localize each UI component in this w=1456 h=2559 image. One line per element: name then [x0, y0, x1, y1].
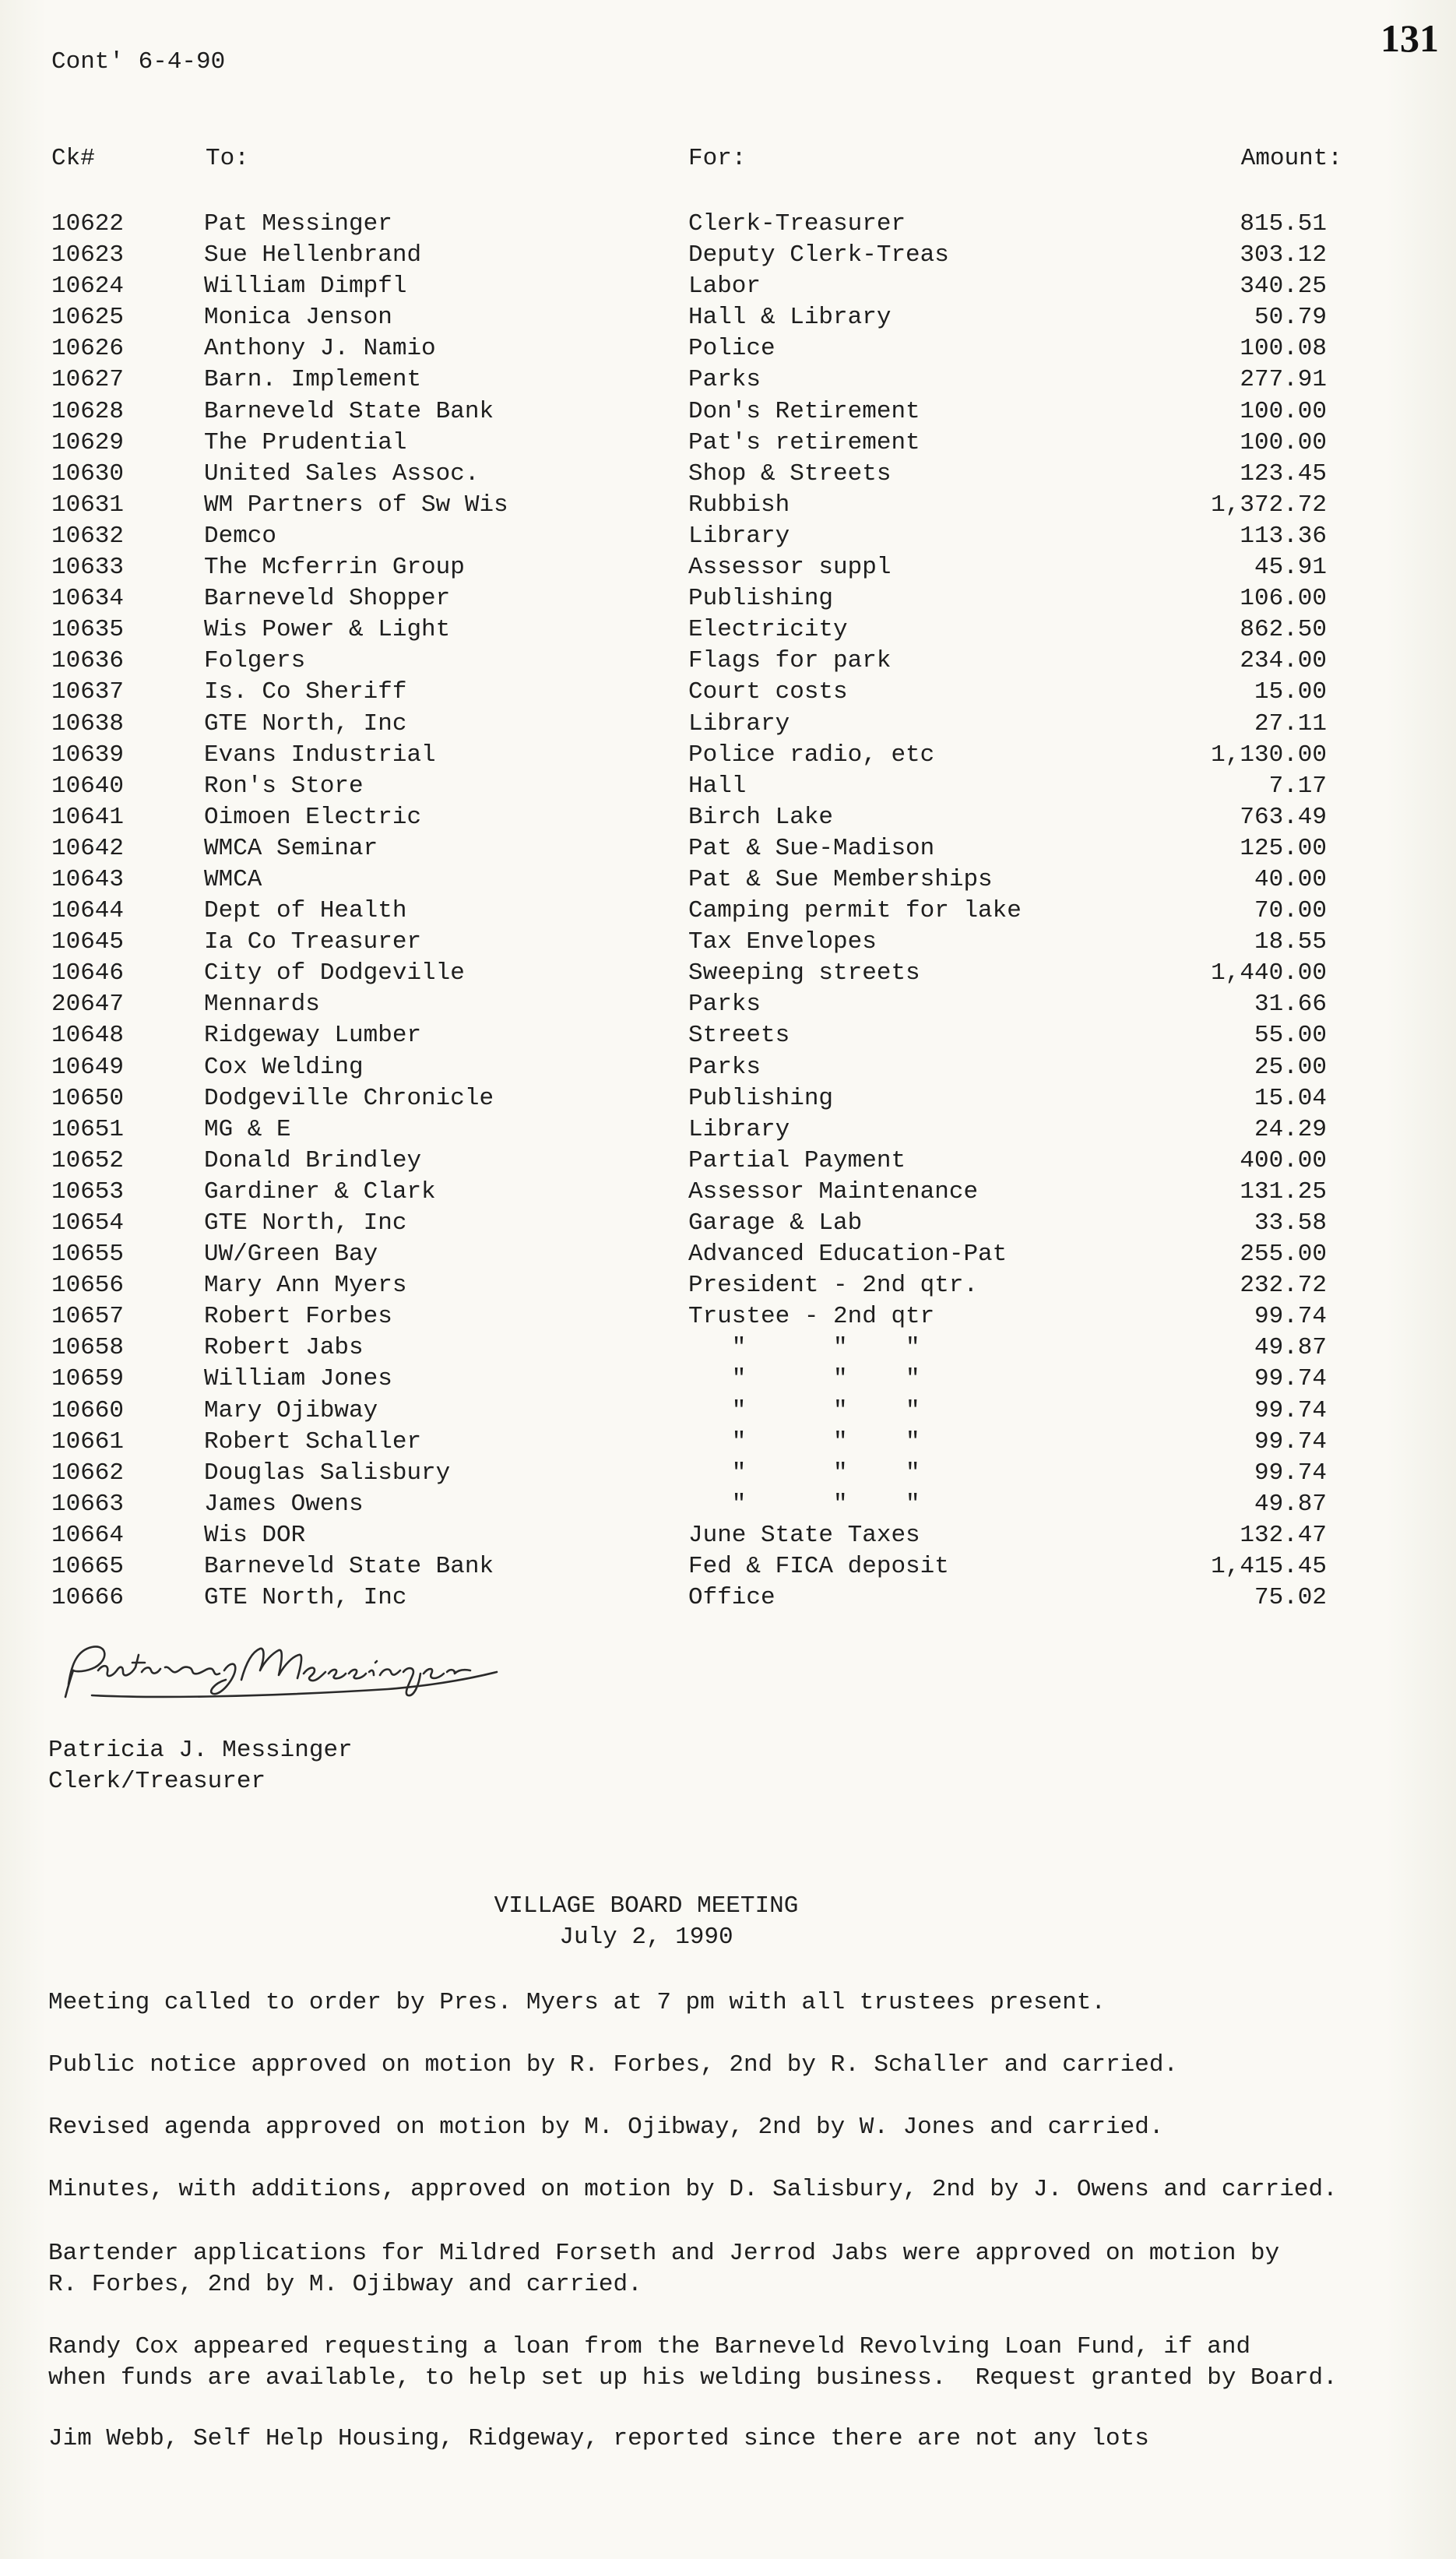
table-row: [0, 490, 1456, 521]
check-number-cell: 10635: [51, 616, 125, 644]
check-number-cell: 10654: [51, 1209, 125, 1237]
check-number-cell: 10658: [51, 1334, 125, 1362]
purpose-cell: Pat & Sue Memberships: [688, 865, 993, 893]
table-row: [0, 677, 1456, 708]
payee-cell: Robert Jabs: [204, 1334, 364, 1362]
page-number: 131: [1380, 16, 1439, 60]
payee-cell: Barneveld Shopper: [204, 585, 451, 613]
table-row: [0, 1520, 1456, 1551]
payee-cell: Sue Hellenbrand: [204, 241, 422, 269]
table-row: [0, 1427, 1456, 1458]
amount-cell: 277.91: [1240, 366, 1327, 394]
amount-cell: 100.00: [1240, 428, 1327, 456]
purpose-cell: Assessor Maintenance: [688, 1177, 979, 1206]
amount-cell: 45.91: [1254, 554, 1327, 582]
purpose-cell: " " ": [688, 1334, 920, 1362]
amount-cell: 132.47: [1240, 1521, 1327, 1549]
table-row: [0, 333, 1456, 364]
check-number-cell: 10641: [51, 803, 125, 831]
check-number-cell: 10655: [51, 1241, 125, 1269]
amount-cell: 7.17: [1268, 772, 1327, 800]
payee-cell: The Prudential: [204, 428, 407, 456]
check-number-cell: 20647: [51, 991, 125, 1019]
payee-cell: Ia Co Treasurer: [204, 928, 422, 956]
check-number-cell: 10661: [51, 1427, 125, 1455]
amount-cell: 55.00: [1254, 1022, 1327, 1050]
purpose-cell: " " ": [688, 1459, 920, 1487]
table-row: [0, 896, 1456, 927]
payee-cell: WMCA Seminar: [204, 834, 378, 862]
amount-cell: 40.00: [1254, 865, 1327, 893]
column-header-for: For:: [688, 145, 747, 172]
amount-cell: 18.55: [1254, 928, 1327, 956]
amount-cell: 70.00: [1254, 897, 1327, 925]
table-row: [0, 1332, 1456, 1364]
purpose-cell: June State Taxes: [688, 1521, 920, 1549]
purpose-cell: Fed & FICA deposit: [688, 1553, 949, 1581]
check-number-cell: 10656: [51, 1272, 125, 1300]
table-row: [0, 833, 1456, 864]
check-number-cell: 10664: [51, 1521, 125, 1549]
payee-cell: City of Dodgeville: [204, 959, 465, 987]
payee-cell: GTE North, Inc: [204, 709, 407, 737]
purpose-cell: Court costs: [688, 678, 848, 706]
payee-cell: Is. Co Sheriff: [204, 678, 407, 706]
purpose-cell: Hall & Library: [688, 304, 892, 332]
purpose-cell: Shop & Streets: [688, 459, 892, 488]
continued-date-label: Cont' 6-4-90: [51, 48, 226, 76]
check-number-cell: 10627: [51, 366, 125, 394]
payee-cell: WM Partners of Sw Wis: [204, 491, 508, 519]
amount-cell: 49.87: [1254, 1490, 1327, 1518]
payee-cell: Cox Welding: [204, 1053, 364, 1081]
amount-cell: 123.45: [1240, 459, 1327, 488]
purpose-cell: Labor: [688, 273, 761, 301]
table-row: [0, 740, 1456, 771]
table-row: [0, 1396, 1456, 1427]
amount-cell: 234.00: [1240, 647, 1327, 675]
check-number-cell: 10649: [51, 1053, 125, 1081]
payee-cell: Dodgeville Chronicle: [204, 1084, 494, 1112]
payee-cell: Mary Ann Myers: [204, 1272, 407, 1300]
purpose-cell: Pat & Sue-Madison: [688, 834, 935, 862]
payee-cell: Mary Ojibway: [204, 1396, 378, 1424]
table-row: [0, 771, 1456, 802]
amount-cell: 340.25: [1240, 273, 1327, 301]
check-number-cell: 10622: [51, 210, 125, 238]
purpose-cell: Clerk-Treasurer: [688, 210, 906, 238]
table-row: [0, 709, 1456, 740]
table-row: [0, 802, 1456, 833]
amount-cell: 49.87: [1254, 1334, 1327, 1362]
check-number-cell: 10626: [51, 335, 125, 363]
purpose-cell: Trustee - 2nd qtr: [688, 1303, 935, 1331]
check-number-cell: 10662: [51, 1459, 125, 1487]
check-number-cell: 10644: [51, 897, 125, 925]
table-row: [0, 1551, 1456, 1582]
amount-cell: 100.08: [1240, 335, 1327, 363]
purpose-cell: " " ": [688, 1427, 920, 1455]
amount-cell: 400.00: [1240, 1146, 1327, 1174]
amount-cell: 27.11: [1254, 709, 1327, 737]
check-number-cell: 10636: [51, 647, 125, 675]
payee-cell: Robert Forbes: [204, 1303, 392, 1331]
amount-cell: 99.74: [1254, 1396, 1327, 1424]
purpose-cell: Assessor suppl: [688, 554, 892, 582]
table-row: [0, 1458, 1456, 1489]
column-header-check-number: Ck#: [51, 145, 95, 172]
table-row: [0, 1114, 1456, 1146]
payee-cell: WMCA: [204, 865, 262, 893]
amount-cell: 125.00: [1240, 834, 1327, 862]
table-row: [0, 209, 1456, 240]
purpose-cell: Advanced Education-Pat: [688, 1241, 1008, 1269]
purpose-cell: Parks: [688, 991, 761, 1019]
amount-cell: 31.66: [1254, 991, 1327, 1019]
check-number-cell: 10631: [51, 491, 125, 519]
payee-cell: United Sales Assoc.: [204, 459, 480, 488]
table-row: [0, 1208, 1456, 1239]
payee-cell: GTE North, Inc: [204, 1584, 407, 1612]
check-number-cell: 10648: [51, 1022, 125, 1050]
amount-cell: 815.51: [1240, 210, 1327, 238]
payee-cell: Barn. Implement: [204, 366, 422, 394]
minutes-paragraph: Jim Webb, Self Help Housing, Ridgeway, reported since there are not any lots: [48, 2425, 1149, 2452]
amount-cell: 131.25: [1240, 1177, 1327, 1206]
check-number-cell: 10653: [51, 1177, 125, 1206]
amount-cell: 232.72: [1240, 1272, 1327, 1300]
signer-name: Patricia J. Messinger: [48, 1737, 353, 1764]
check-number-cell: 10630: [51, 459, 125, 488]
purpose-cell: " " ": [688, 1396, 920, 1424]
check-register-table: [0, 209, 1456, 1614]
table-row: [0, 240, 1456, 271]
purpose-cell: Publishing: [688, 1084, 834, 1112]
table-row: [0, 583, 1456, 614]
purpose-cell: Office: [688, 1584, 775, 1612]
column-header-to: To:: [206, 145, 249, 172]
minutes-paragraph: Bartender applications for Mildred Forseth and Jerrod Jabs were approved on motion by R. Forbes, 2nd by M. Ojibway and carried.: [48, 2240, 1280, 2298]
purpose-cell: Parks: [688, 1053, 761, 1081]
check-number-cell: 10657: [51, 1303, 125, 1331]
table-row: [0, 302, 1456, 333]
amount-cell: 862.50: [1240, 616, 1327, 644]
payee-cell: Demco: [204, 522, 277, 550]
payee-cell: Monica Jenson: [204, 304, 392, 332]
amount-cell: 99.74: [1254, 1427, 1327, 1455]
purpose-cell: Don's Retirement: [688, 397, 920, 425]
payee-cell: Wis DOR: [204, 1521, 306, 1549]
payee-cell: Oimoen Electric: [204, 803, 422, 831]
check-number-cell: 10665: [51, 1553, 125, 1581]
table-row: [0, 1083, 1456, 1114]
check-number-cell: 10638: [51, 709, 125, 737]
purpose-cell: Flags for park: [688, 647, 892, 675]
check-number-cell: 10634: [51, 585, 125, 613]
table-row: [0, 646, 1456, 677]
check-number-cell: 10659: [51, 1365, 125, 1393]
check-number-cell: 10643: [51, 865, 125, 893]
purpose-cell: Pat's retirement: [688, 428, 920, 456]
table-row: [0, 1582, 1456, 1614]
table-row: [0, 364, 1456, 396]
table-row: [0, 1052, 1456, 1083]
purpose-cell: Hall: [688, 772, 747, 800]
amount-cell: 99.74: [1254, 1303, 1327, 1331]
amount-cell: 99.74: [1254, 1459, 1327, 1487]
table-row: [0, 271, 1456, 302]
payee-cell: Douglas Salisbury: [204, 1459, 451, 1487]
amount-cell: 255.00: [1240, 1241, 1327, 1269]
purpose-cell: Tax Envelopes: [688, 928, 877, 956]
table-row: [0, 1364, 1456, 1395]
payee-cell: GTE North, Inc: [204, 1209, 407, 1237]
amount-cell: 100.00: [1240, 397, 1327, 425]
check-number-cell: 10651: [51, 1115, 125, 1143]
purpose-cell: Library: [688, 709, 790, 737]
meeting-title: VILLAGE BOARD MEETING: [494, 1892, 799, 1920]
payee-cell: Barneveld State Bank: [204, 397, 494, 425]
payee-cell: William Dimpfl: [204, 273, 407, 301]
signer-title: Clerk/Treasurer: [48, 1768, 266, 1795]
purpose-cell: Birch Lake: [688, 803, 834, 831]
check-number-cell: 10640: [51, 772, 125, 800]
check-number-cell: 10660: [51, 1396, 125, 1424]
check-number-cell: 10625: [51, 304, 125, 332]
check-number-cell: 10652: [51, 1146, 125, 1174]
payee-cell: William Jones: [204, 1365, 392, 1393]
purpose-cell: Deputy Clerk-Treas: [688, 241, 949, 269]
table-row: [0, 428, 1456, 459]
purpose-cell: Rubbish: [688, 491, 790, 519]
amount-cell: 1,130.00: [1211, 741, 1327, 769]
purpose-cell: Partial Payment: [688, 1146, 906, 1174]
payee-cell: The Mcferrin Group: [204, 554, 465, 582]
check-number-cell: 10645: [51, 928, 125, 956]
purpose-cell: Parks: [688, 366, 761, 394]
handwritten-signature: [61, 1639, 543, 1702]
table-row: [0, 614, 1456, 646]
amount-cell: 1,372.72: [1211, 491, 1327, 519]
table-row: [0, 1020, 1456, 1051]
table-row: [0, 552, 1456, 583]
table-row: [0, 989, 1456, 1020]
amount-cell: 75.02: [1254, 1584, 1327, 1612]
payee-cell: Gardiner & Clark: [204, 1177, 436, 1206]
amount-cell: 99.74: [1254, 1365, 1327, 1393]
check-number-cell: 10628: [51, 397, 125, 425]
check-number-cell: 10666: [51, 1584, 125, 1612]
table-row: [0, 521, 1456, 552]
table-row: [0, 1177, 1456, 1208]
table-row: [0, 864, 1456, 896]
table-row: [0, 1270, 1456, 1301]
payee-cell: Donald Brindley: [204, 1146, 422, 1174]
check-number-cell: 10646: [51, 959, 125, 987]
purpose-cell: " " ": [688, 1365, 920, 1393]
signer-block: [48, 1735, 353, 1797]
amount-cell: 15.00: [1254, 678, 1327, 706]
payee-cell: Anthony J. Namio: [204, 335, 436, 363]
purpose-cell: Publishing: [688, 585, 834, 613]
payee-cell: MG & E: [204, 1115, 291, 1143]
amount-cell: 1,415.45: [1211, 1553, 1327, 1581]
payee-cell: Ridgeway Lumber: [204, 1022, 422, 1050]
purpose-cell: Electricity: [688, 616, 848, 644]
check-number-cell: 10639: [51, 741, 125, 769]
amount-cell: 1,440.00: [1211, 959, 1327, 987]
check-number-cell: 10642: [51, 834, 125, 862]
purpose-cell: Library: [688, 522, 790, 550]
minutes-paragraph: Revised agenda approved on motion by M. Ojibway, 2nd by W. Jones and carried.: [48, 2114, 1164, 2141]
payee-cell: James Owens: [204, 1490, 364, 1518]
purpose-cell: Camping permit for lake: [688, 897, 1022, 925]
payee-cell: Folgers: [204, 647, 306, 675]
purpose-cell: Police: [688, 335, 775, 363]
check-number-cell: 10633: [51, 554, 125, 582]
payee-cell: UW/Green Bay: [204, 1241, 378, 1269]
amount-cell: 15.04: [1254, 1084, 1327, 1112]
payee-cell: Pat Messinger: [204, 210, 392, 238]
check-number-cell: 10663: [51, 1490, 125, 1518]
table-row: [0, 1239, 1456, 1270]
column-header-amount: Amount:: [1240, 145, 1342, 172]
table-row: [0, 1489, 1456, 1520]
purpose-cell: President - 2nd qtr.: [688, 1272, 979, 1300]
purpose-cell: Library: [688, 1115, 790, 1143]
minutes-paragraph: Randy Cox appeared requesting a loan from the Barneveld Revolving Loan Fund, if and when funds are available, to help set up his welding business. Request granted by Board.: [48, 2333, 1338, 2392]
payee-cell: Ron's Store: [204, 772, 364, 800]
table-row: [0, 958, 1456, 989]
amount-cell: 106.00: [1240, 585, 1327, 613]
meeting-date: July 2, 1990: [559, 1924, 733, 1951]
amount-cell: 50.79: [1254, 304, 1327, 332]
purpose-cell: Police radio, etc: [688, 741, 935, 769]
amount-cell: 763.49: [1240, 803, 1327, 831]
payee-cell: Evans Industrial: [204, 741, 436, 769]
check-number-cell: 10623: [51, 241, 125, 269]
purpose-cell: " " ": [688, 1490, 920, 1518]
amount-cell: 33.58: [1254, 1209, 1327, 1237]
amount-cell: 113.36: [1240, 522, 1327, 550]
amount-cell: 24.29: [1254, 1115, 1327, 1143]
table-row: [0, 927, 1456, 958]
purpose-cell: Sweeping streets: [688, 959, 920, 987]
purpose-cell: Garage & Lab: [688, 1209, 863, 1237]
payee-cell: Barneveld State Bank: [204, 1553, 494, 1581]
table-row: [0, 1301, 1456, 1332]
check-number-cell: 10650: [51, 1084, 125, 1112]
check-number-cell: 10624: [51, 273, 125, 301]
table-row: [0, 459, 1456, 490]
payee-cell: Wis Power & Light: [204, 616, 451, 644]
table-row: [0, 1146, 1456, 1177]
minutes-paragraph: Minutes, with additions, approved on motion by D. Salisbury, 2nd by J. Owens and carried.: [48, 2176, 1338, 2203]
amount-cell: 25.00: [1254, 1053, 1327, 1081]
check-number-cell: 10637: [51, 678, 125, 706]
check-number-cell: 10629: [51, 428, 125, 456]
check-number-cell: 10632: [51, 522, 125, 550]
minutes-paragraph: Public notice approved on motion by R. Forbes, 2nd by R. Schaller and carried.: [48, 2051, 1179, 2079]
table-row: [0, 396, 1456, 428]
payee-cell: Dept of Health: [204, 897, 407, 925]
minutes-paragraph: Meeting called to order by Pres. Myers at 7 pm with all trustees present.: [48, 1989, 1106, 2016]
purpose-cell: Streets: [688, 1022, 790, 1050]
payee-cell: Mennards: [204, 991, 320, 1019]
payee-cell: Robert Schaller: [204, 1427, 422, 1455]
amount-cell: 303.12: [1240, 241, 1327, 269]
